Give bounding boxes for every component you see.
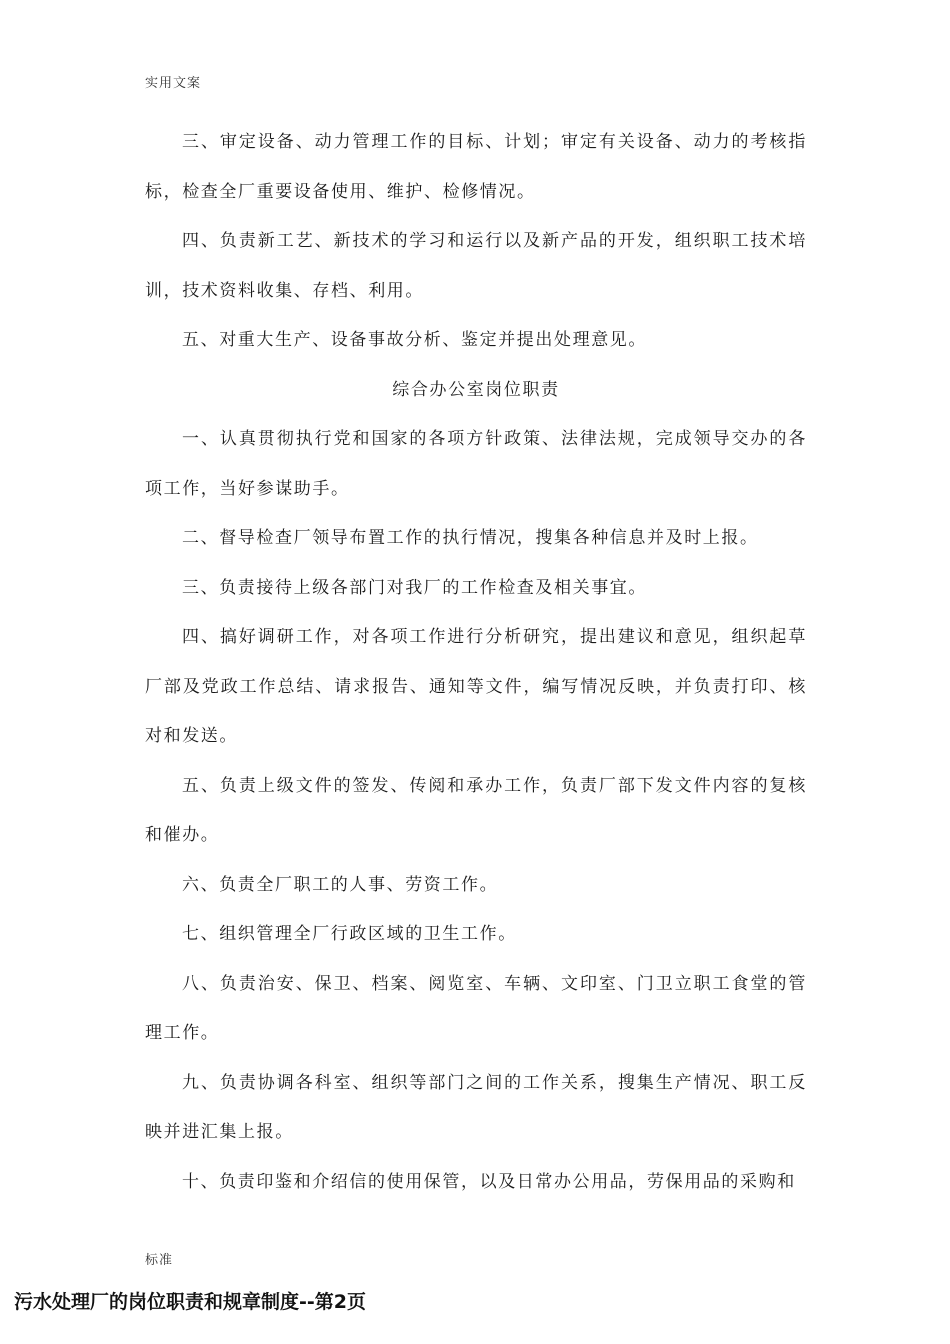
paragraph-item-4: 四、负责新工艺、新技术的学习和运行以及新产品的开发，组织职工技术培训，技术资料收集、存档、利用。 [145,231,807,301]
duty-item-6: 六、负责全厂职工的人事、劳资工作。 [182,874,499,895]
section-title: 综合办公室岗位职责 [392,379,560,400]
duty-item-7: 七、组织管理全厂行政区域的卫生工作。 [182,924,517,944]
duty-item-8: 八、负责治安、保卫、档案、阅览室、车辆、文印室、门卫立职工食堂的管理工作。 [145,973,807,1043]
duty-item-4: 四、搞好调研工作，对各项工作进行分析研究，提出建议和意见，组织起草厂部及党政工作总结、请求报告、通知等文件，编写情况反映，并负责打印、核对和发送。 [145,627,807,746]
duty-item-10: 十、负责印鉴和介绍信的使用保管，以及日常办公用品，劳保用品的采购和 [182,1171,796,1192]
paragraph-item-5: 五、对重大生产、设备事故分析、鉴定并提出处理意见。 [182,330,647,350]
paragraph-item-3: 三、审定设备、动力管理工作的目标、计划；审定有关设备、动力的考核指标，检查全厂重要设备使用、维护、检修情况。 [145,132,807,202]
duty-item-3: 三、负责接待上级各部门对我厂的工作检查及相关事宜。 [182,577,647,598]
duty-item-1: 一、认真贯彻执行党和国家的各项方针政策、法律法规，完成领导交办的各项工作，当好参谋助手。 [145,429,807,499]
duty-item-2: 二、督导检查厂领导布置工作的执行情况，搜集各种信息并及时上报。 [182,528,759,548]
page-footer: 标准 [145,1253,174,1268]
duty-item-9: 九、负责协调各科室、组织等部门之间的工作关系，搜集生产情况、职工反映并进汇集上报。 [145,1072,807,1142]
page-header: 实用文案 [145,76,202,91]
duty-item-5: 五、负责上级文件的签发、传阅和承办工作，负责厂部下发文件内容的复核和催办。 [145,775,807,845]
document-body [145,118,807,1207]
page-caption: 污水处理厂的岗位职责和规章制度--第2页 [14,1291,366,1313]
